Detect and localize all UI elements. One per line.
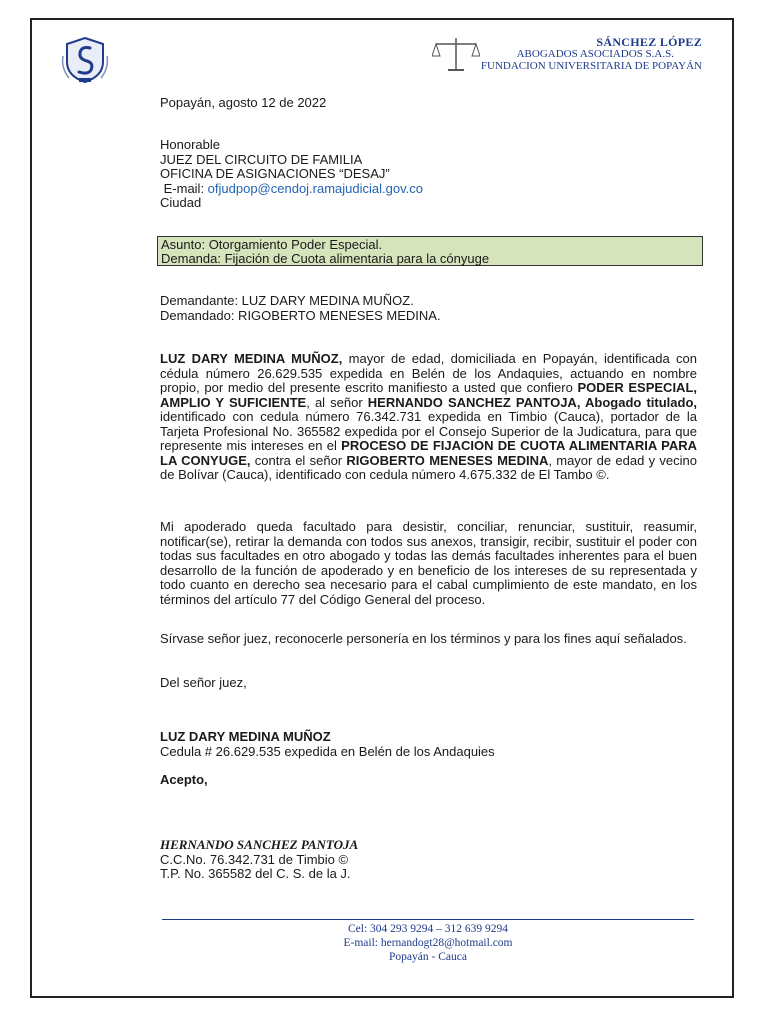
firm-name: SÁNCHEZ LÓPEZ [596,35,702,49]
recipient-honorific: Honorable [160,137,220,152]
bold-text-run: LUZ DARY MEDINA MUÑOZ, [160,351,343,366]
bold-text-run: PODER ESPECIAL, AMPLIO Y SUFICIENTE [160,380,698,410]
recipient-email-line [160,182,423,197]
grantor-name: LUZ DARY MEDINA MUÑOZ [160,729,331,744]
recipient-office: OFICINA DE ASIGNACIONES “DESAJ” [160,166,390,181]
grantor-signature-block [160,730,495,759]
footer-phones: Cel: 304 293 9294 – 312 639 9294 [347,923,509,935]
footer [160,922,696,964]
text-run: identificado con cedula número 76.342.731 expedida en Timbio (Cauca), portador de la Tarjeta Profesional No. 365582 expedida por el Consejo Superior de la Judicatura, para que represente mis intereses en el [160,409,697,453]
letter-date: Popayán, agosto 12 de 2022 [160,95,327,110]
defendant-line: Demandado: RIGOBERTO MENESES MEDINA. [160,307,441,323]
lawsuit-line: Demanda: Fijación de Cuota alimentaria para la cónyuge [161,251,490,266]
firm-letterhead [440,36,702,72]
parties-block [160,294,441,323]
bold-text-run: RIGOBERTO MENESES MEDINA [346,452,549,468]
text-run: , mayor de edad y vecino de Bolívar (Cauca), identificado con cedula número 4.675.332 de El Tambo ©. [160,452,697,482]
subject-box [157,236,703,266]
attorney-signature-block [160,838,358,882]
recipient-email-link[interactable]: ofjudpop@cendoj.ramajudicial.gov.co [207,180,423,196]
grantor-id: Cedula # 26.629.535 expedida en Belén de los Andaquies [160,743,495,759]
footer-divider [162,919,694,920]
subject-line: Asunto: Otorgamiento Poder Especial. [161,237,383,252]
text-run: mayor de edad, domiciliada en Popayán, identificada con cédula número 26.629.535 expedida en Belén de los Andaquies, actuando en nombre propio, por medio del presente escrito manifiesto a usted que confiero [160,351,697,395]
recipient-block [160,138,423,211]
footer-email[interactable]: E-mail: hernandogt28@hotmail.com [343,937,513,949]
recipient-city: Ciudad [160,195,202,210]
text-run: contra el señor [250,452,347,468]
bold-text-run: PROCESO DE FIJACION DE CUOTA ALIMENTARIA PARA LA CONYUGE, [160,438,697,468]
plaintiff-line: Demandante: LUZ DARY MEDINA MUÑOZ. [160,293,414,308]
request-paragraph: Sírvase señor juez, reconocerle personería en los términos y para los fines aquí señalados. [160,631,687,646]
email-label: E-mail: [160,180,208,196]
acceptance-label: Acepto, [160,772,208,787]
firm-subtitle: ABOGADOS ASOCIADOS S.A.S. [516,48,674,60]
closing-salutation: Del señor juez, [160,675,247,690]
attorney-tp: T.P. No. 365582 del C. S. de la J. [160,866,351,881]
power-grant-paragraph [160,352,697,483]
faculties-paragraph: Mi apoderado queda facultado para desistir, conciliar, renunciar, sustituir, reasumir, notificar(se), retirar la demanda con todos sus anexos, transigir, recibir, sustituir el poder con todas sus facultades en otro abogado y todas las demás facultades inherentes para el buen desarrollo de la función de apoderado y en beneficio de los intereses de su representada y todo cuanto en derecho sea necesario para el cabal cumplimiento de este mandato, en los términos del artículo 77 del Código General del proceso. [160,519,697,607]
recipient-judge: JUEZ DEL CIRCUITO DE FAMILIA [160,151,363,167]
text-run: , al señor [306,394,368,410]
university-emblem-icon [59,34,111,86]
bold-text-run: HERNANDO SANCHEZ PANTOJA, Abogado titulado, [367,394,698,410]
footer-city: Popayán - Cauca [389,951,467,963]
firm-university: FUNDACION UNIVERSITARIA DE POPAYÁN [480,60,702,72]
attorney-name: HERNANDO SANCHEZ PANTOJA [160,837,359,852]
attorney-cc: C.C.No. 76.342.731 de Timbio © [160,851,349,867]
